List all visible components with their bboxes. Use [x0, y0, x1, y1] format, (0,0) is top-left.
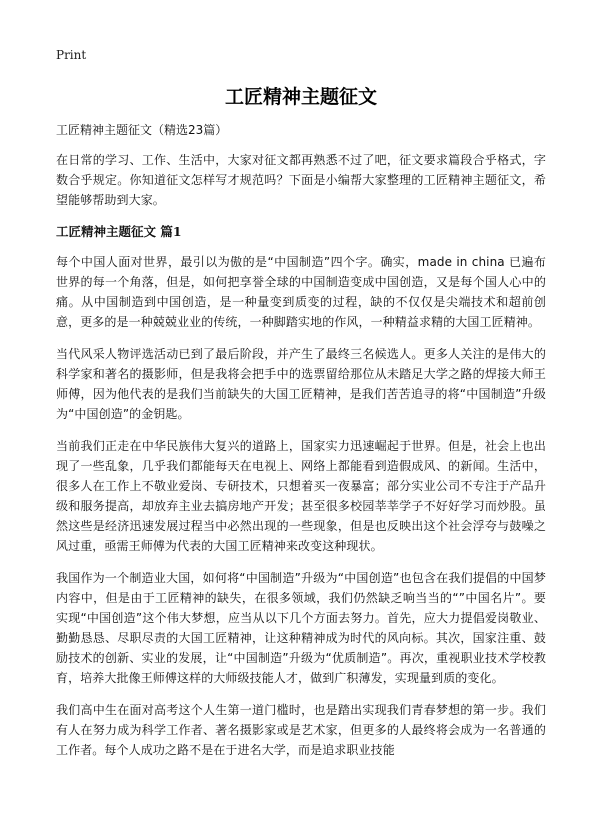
body-paragraph: 当前我们正走在中华民族伟大复兴的道路上，国家实力迅速崛起于世界。但是，社会上也出现了一些乱象，几乎我们都能每天在电视上、网络上都能看到造假成风、的新闻。生活中，很多人在工作上不敬业爱岗、专研技术，只想着买一夜暴富；部分实业公司不专注于产品升级和服务提高，却放弃主业去搞房地产开发；甚至很多校园莘莘学子不好好学习而炒股。虽然这些是经济迅速发展过程当中必然出现的一些现象，但是也反映出这个社会浮夸与鼓噪之风过重，亟需王师傅为代表的大国工匠精神来改变这种现状。: [56, 439, 546, 553]
intro-paragraph: 在日常的学习、工作、生活中，大家对征文都再熟悉不过了吧，征文要求篇段合乎格式，字数合乎规定。你知道征文怎样写才规范吗？下面是小编帮大家整理的工匠精神主题征文，希望能够帮助到大家。: [56, 153, 546, 207]
body-paragraph: 我国作为一个制造业大国，如何将“中国制造”升级为“中国创造”也包含在我们提倡的中国梦内容中，但是由于工匠精神的缺失，在很多领域，我们仍然缺乏响当当的“”中国名片”。要实现“中国创造”这个伟大梦想，应当从以下几个方面去努力。首先，应大力提倡爱岗敬业、勤勤恳恳、尽职尽责的大国工匠精神，让这种精神成为时代的风向标。其次，国家注重、鼓励技术的创新、实业的发展，让“中国制造”升级为“优质制造”。再次，重视职业技术学校教育，培养大批像王师傅这样的大师级技能人才，做到广积薄发，实现量到质的变化。: [56, 571, 546, 685]
print-label[interactable]: Print: [56, 48, 87, 62]
document-page: [56, 46, 546, 772]
body-paragraph: 当代风采人物评选活动已到了最后阶段，并产生了最终三名候选人。更多人关注的是伟大的科学家和著名的摄影师，但是我将会把手中的选票留给那位从未踏足大学之路的焊接大师王师傅，因为他代表的是我们当前缺失的大国工匠精神，是我们苦苦追寻的将“中国制造”升级为“中国创造”的金钥匙。: [56, 347, 546, 421]
section-heading: 工匠精神主题征文 篇1: [56, 224, 182, 239]
body-paragraph: 每个中国人面对世界，最引以为傲的是“中国制造”四个字。确实，made in china 已遍布世界的每一个角落，但是，如何把享誉全球的中国制造变成中国创造，又是每个国人心中的痛。从中国制造到中国创造，是一种量变到质变的过程，缺的不仅仅是尖端技术和超前创意，更多的是一种兢兢业业的传统，一种脚踏实地的作风，一种精益求精的大国工匠精神。: [56, 255, 546, 329]
body-paragraph: 我们高中生在面对高考这个人生第一道门槛时，也是踏出实现我们青春梦想的第一步。我们有人在努力成为科学工作者、著名摄影家或是艺术家，但更多的人最终将会成为一名普通的工作者。每个人成功之路不是在于进名大学，而是追求职业技能: [56, 703, 546, 757]
document-subtitle: 工匠精神主题征文（精选23篇）: [56, 123, 228, 137]
document-title: 工匠精神主题征文: [224, 86, 377, 108]
